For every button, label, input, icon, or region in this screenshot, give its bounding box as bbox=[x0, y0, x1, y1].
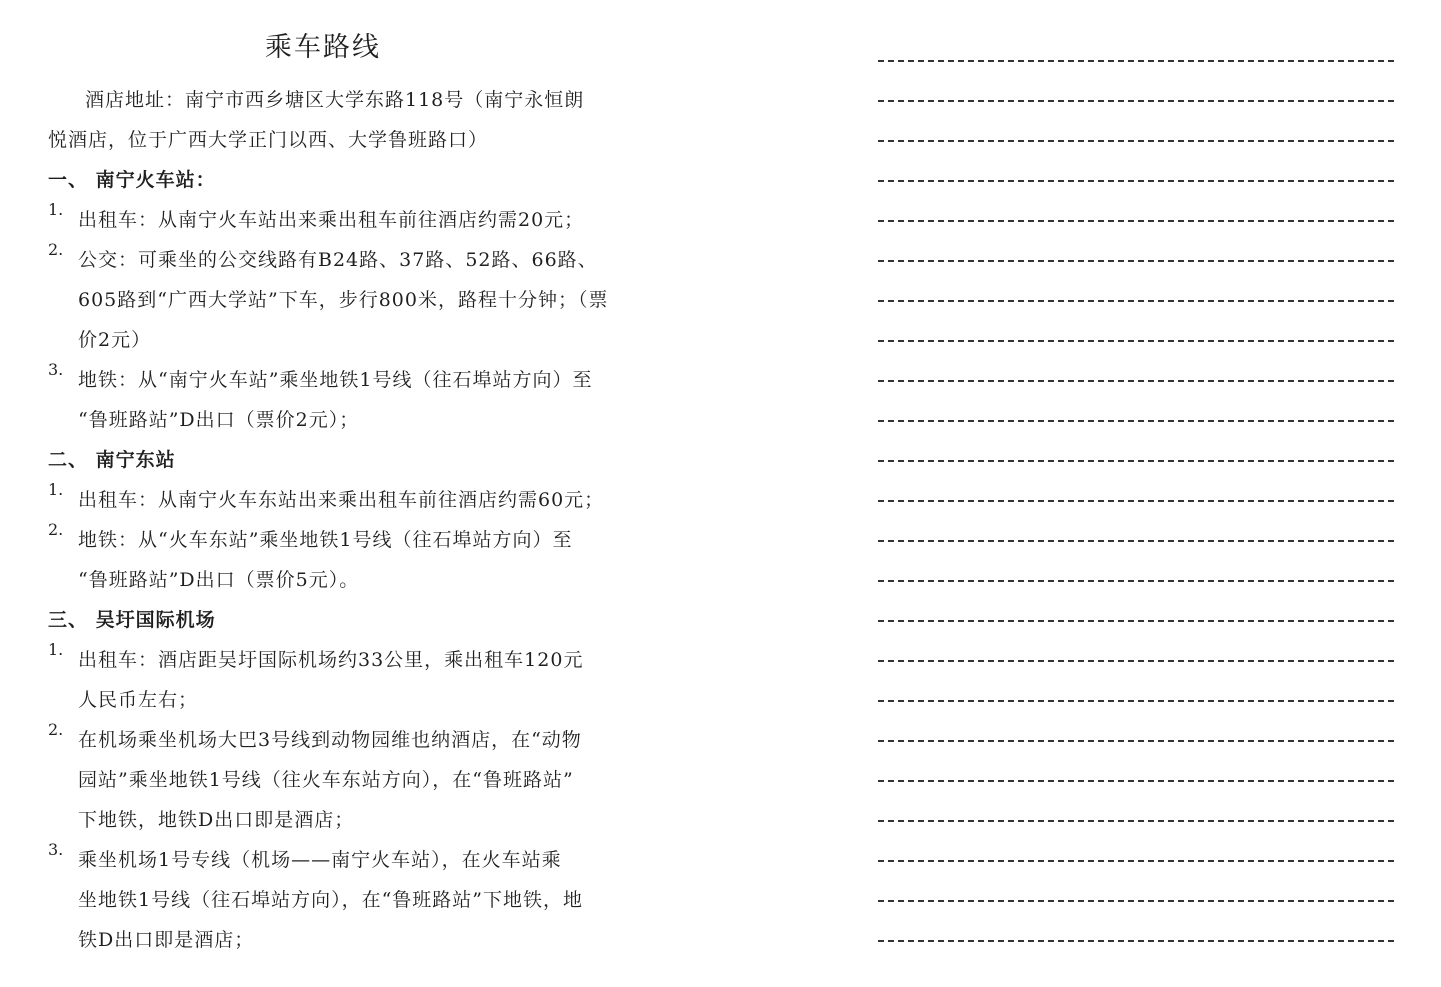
item-text: 公交：可乘坐的公交线路有B24路、37路、52路、66路、 bbox=[78, 249, 598, 271]
note-line bbox=[878, 502, 1394, 542]
note-line bbox=[878, 302, 1394, 342]
item-text: 坐地铁1号线（往石埠站方向），在“鲁班路站”下地铁，地 bbox=[78, 889, 584, 911]
note-line bbox=[878, 222, 1394, 262]
section-heading: 二、 南宁东站 bbox=[48, 449, 176, 471]
note-line bbox=[878, 822, 1394, 862]
section-nanning-railway-station bbox=[48, 160, 623, 440]
list-item bbox=[48, 520, 623, 600]
note-line bbox=[878, 382, 1394, 422]
item-text: 地铁：从“南宁火车站”乘坐地铁1号线（往石埠站方向）至 bbox=[78, 369, 593, 391]
note-line bbox=[878, 582, 1394, 622]
item-number: 1. bbox=[48, 480, 64, 499]
note-line bbox=[878, 782, 1394, 822]
list-item bbox=[48, 840, 623, 960]
hotel-address-line-1: 酒店地址：南宁市西乡塘区大学东路118号（南宁永恒朗 bbox=[85, 89, 585, 111]
item-text: 在机场乘坐机场大巴3号线到动物园维也纳酒店，在“动物 bbox=[78, 729, 582, 751]
item-text: “鲁班路站”D出口（票价5元）。 bbox=[78, 569, 360, 591]
item-text: 人民币左右； bbox=[78, 689, 199, 711]
note-line bbox=[878, 542, 1394, 582]
list-item bbox=[48, 200, 623, 240]
item-text: 园站”乘坐地铁1号线（往火车东站方向），在“鲁班路站” bbox=[78, 769, 574, 791]
item-number: 3. bbox=[48, 840, 64, 859]
note-line bbox=[878, 142, 1394, 182]
list-item bbox=[48, 240, 623, 360]
note-line bbox=[878, 262, 1394, 302]
note-line bbox=[878, 462, 1394, 502]
note-line bbox=[878, 342, 1394, 382]
item-text: 605路到“广西大学站”下车，步行800米，路程十分钟；（票 bbox=[78, 289, 609, 311]
section-heading: 一、 南宁火车站： bbox=[48, 169, 216, 191]
note-line bbox=[878, 702, 1394, 742]
list-item bbox=[48, 360, 623, 440]
item-text: 出租车：从南宁火车东站出来乘出租车前往酒店约需60元； bbox=[78, 489, 605, 511]
note-line bbox=[878, 62, 1394, 102]
page-title: 乘车路线 bbox=[265, 32, 381, 63]
item-number: 1. bbox=[48, 200, 64, 219]
item-number: 3. bbox=[48, 360, 64, 379]
note-line bbox=[878, 902, 1394, 942]
item-text: 价2元） bbox=[78, 329, 152, 351]
note-line bbox=[878, 742, 1394, 782]
section-heading: 三、 吴圩国际机场 bbox=[48, 609, 216, 631]
item-number: 2. bbox=[48, 240, 64, 259]
item-text: 乘坐机场1号专线（机场——南宁火车站），在火车站乘 bbox=[78, 849, 562, 871]
list-item bbox=[48, 640, 623, 720]
note-line bbox=[878, 622, 1394, 662]
item-text: 下地铁，地铁D出口即是酒店； bbox=[78, 809, 355, 831]
note-line bbox=[878, 40, 1394, 62]
note-line bbox=[878, 662, 1394, 702]
item-text: 地铁：从“火车东站”乘坐地铁1号线（往石埠站方向）至 bbox=[78, 529, 573, 551]
notes-lines-column bbox=[878, 40, 1394, 942]
item-text: 铁D出口即是酒店； bbox=[78, 929, 255, 951]
section-nanning-east-station bbox=[48, 440, 623, 600]
note-line bbox=[878, 422, 1394, 462]
list-item bbox=[48, 480, 623, 520]
route-info-column bbox=[48, 28, 623, 960]
item-number: 1. bbox=[48, 640, 64, 659]
item-text: “鲁班路站”D出口（票价2元）； bbox=[78, 409, 360, 431]
note-line bbox=[878, 102, 1394, 142]
item-number: 2. bbox=[48, 720, 64, 739]
note-line bbox=[878, 862, 1394, 902]
list-item bbox=[48, 720, 623, 840]
item-text: 出租车：从南宁火车站出来乘出租车前往酒店约需20元； bbox=[78, 209, 585, 231]
hotel-address-line-2: 悦酒店，位于广西大学正门以西、大学鲁班路口） bbox=[48, 129, 489, 151]
note-line bbox=[878, 182, 1394, 222]
item-number: 2. bbox=[48, 520, 64, 539]
item-text: 出租车：酒店距吴圩国际机场约33公里，乘出租车120元 bbox=[78, 649, 584, 671]
section-wuxu-airport bbox=[48, 600, 623, 960]
